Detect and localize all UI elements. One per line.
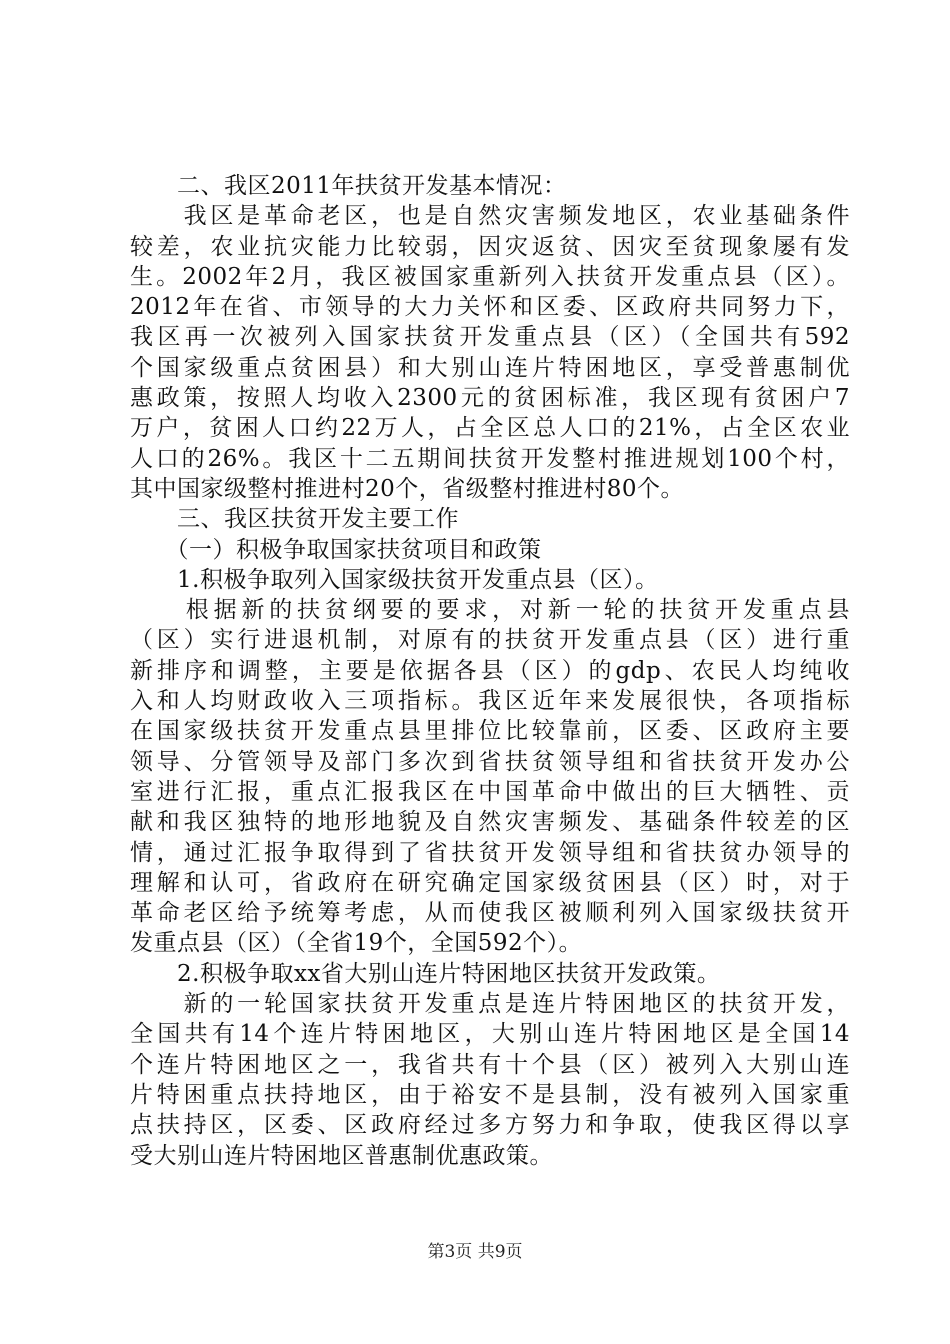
paragraph-line: 惠政策，按照人均收入2300元的贫困标准，我区现有贫困户7 [130,385,850,412]
section-heading: 2.积极争取xx省大别山连片特困地区扶贫开发政策。 [130,960,721,987]
document-body [130,171,850,1171]
section-heading: 三、我区扶贫开发主要工作 [130,506,459,533]
paragraph-line: 新的一轮国家扶贫开发重点是连片特困地区的扶贫开发， [130,991,850,1018]
paragraph-line: 个国家级重点贫困县）和大别山连片特困地区，享受普惠制优 [130,354,850,381]
paragraph-line: 人口的26%。我区十二五期间扶贫开发整村推进规划100个村， [130,445,850,472]
paragraph-line: 万户，贫困人口约22万人，占全区总人口的21%，占全区农业 [130,415,850,442]
paragraph-line: 我区再一次被列入国家扶贫开发重点县（区）（全国共有592 [130,324,850,351]
paragraph-line: 受大别山连片特困地区普惠制优惠政策。 [130,1142,553,1169]
section-heading: 二、我区2011年扶贫开发基本情况： [130,173,567,199]
paragraph-line: 领导、分管领导及部门多次到省扶贫领导组和省扶贫开发办公 [130,748,850,775]
paragraph-line: 点扶持区，区委、区政府经过多方努力和争取，使我区得以享 [130,1112,850,1139]
paragraph-line: 2012年在省、市领导的大力关怀和区委、区政府共同努力下， [130,294,850,321]
paragraph-line: 全国共有14个连片特困地区，大别山连片特困地区是全国14 [130,1021,850,1048]
paragraph-line: 理解和认可，省政府在研究确定国家级贫困县（区）时，对于 [130,869,850,896]
paragraph-line: 发重点县（区）（全省19个，全国592个）。 [130,930,583,957]
page-number: 第3页 共9页 [427,1242,523,1262]
paragraph-line: 生。2002年2月，我区被国家重新列入扶贫开发重点县（区）。 [130,263,850,290]
paragraph-line: 片特困重点扶持地区，由于裕安不是县制，没有被列入国家重 [130,1081,850,1108]
paragraph-line: （区）实行进退机制，对原有的扶贫开发重点县（区）进行重 [130,627,850,654]
paragraph-line: 较差，农业抗灾能力比较弱，因灾返贫、因灾至贫现象屡有发 [130,233,850,260]
paragraph-line: 献和我区独特的地形地貌及自然灾害频发、基础条件较差的区 [130,809,850,836]
paragraph-line: 新排序和调整，主要是依据各县（区）的gdp、农民人均纯收 [130,657,850,684]
paragraph-line: 个连片特困地区之一，我省共有十个县（区）被列入大别山连 [130,1051,850,1078]
paragraph-line: 我区是革命老区，也是自然灾害频发地区，农业基础条件 [130,203,850,230]
paragraph-line: 情，通过汇报争取得到了省扶贫开发领导组和省扶贫办领导的 [130,839,850,866]
section-heading: 1.积极争取列入国家级扶贫开发重点县（区）。 [130,566,659,593]
paragraph-line: 其中国家级整村推进村20个，省级整村推进村80个。 [130,475,685,502]
paragraph-line: 革命老区给予统筹考虑，从而使我区被顺利列入国家级扶贫开 [130,900,850,927]
paragraph-line: 在国家级扶贫开发重点县里排位比较靠前，区委、区政府主要 [130,718,850,745]
paragraph-line: 根据新的扶贫纲要的要求，对新一轮的扶贫开发重点县 [130,597,850,624]
section-heading: （一）积极争取国家扶贫项目和政策 [130,536,542,563]
paragraph-line: 入和人均财政收入三项指标。我区近年来发展很快，各项指标 [130,688,850,715]
paragraph-line: 室进行汇报，重点汇报我区在中国革命中做出的巨大牺牲、贡 [130,778,850,805]
